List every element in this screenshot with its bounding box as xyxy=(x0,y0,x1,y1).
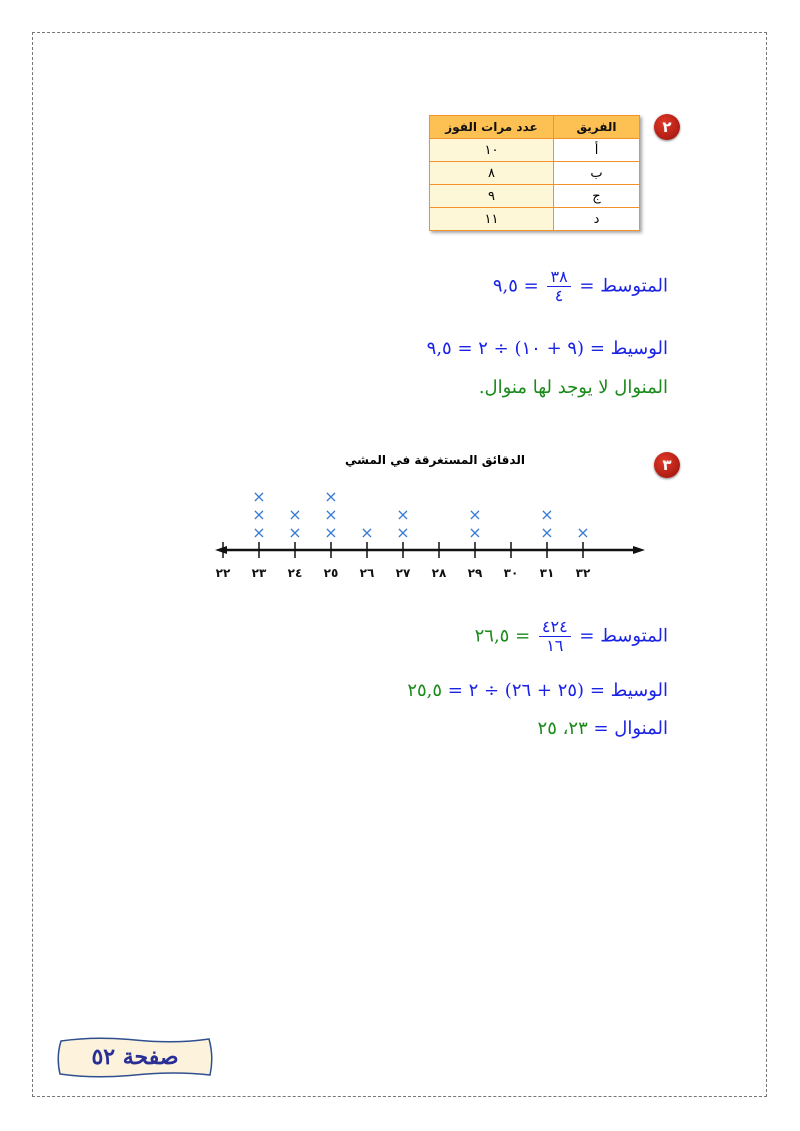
tick-label: ٣٠ xyxy=(503,566,519,580)
wins-table xyxy=(429,115,640,231)
mean-result: = ٩,٥ xyxy=(492,275,539,297)
mode-label: المنوال = xyxy=(593,718,668,739)
data-point-x-mark: × xyxy=(252,487,266,506)
tick-label: ٣٢ xyxy=(575,566,591,580)
q2-mean-equation xyxy=(493,268,668,305)
wins-cell: ٨ xyxy=(430,162,554,185)
data-point-x-mark: × xyxy=(288,523,302,542)
data-point-x-mark: × xyxy=(540,523,554,542)
data-point-x-mark: × xyxy=(396,523,410,542)
tick-label: ٢٥ xyxy=(323,566,339,580)
data-point-x-mark: × xyxy=(252,523,266,542)
q2-median-equation xyxy=(427,338,668,359)
header-wins: عدد مرات الفوز xyxy=(430,116,554,139)
data-point-x-mark: × xyxy=(576,523,590,542)
mean-denominator: ١٦ xyxy=(546,636,564,655)
tick-label: ٢٦ xyxy=(359,566,375,580)
team-cell: د xyxy=(554,208,640,231)
tick-label: ٣١ xyxy=(539,566,555,580)
mean-fraction xyxy=(539,618,571,655)
right-arrow-icon xyxy=(633,546,645,554)
mean-fraction xyxy=(547,268,570,305)
table-row xyxy=(430,139,640,162)
tick-label: ٢٨ xyxy=(431,566,447,580)
data-point-x-mark: × xyxy=(252,505,266,524)
wins-cell: ١٠ xyxy=(430,139,554,162)
table-header-row xyxy=(430,116,640,139)
team-cell: ب xyxy=(554,162,640,185)
q3-mode-equation xyxy=(538,718,668,739)
table-row xyxy=(430,185,640,208)
line-plot xyxy=(190,470,660,580)
median-result: ٢٥,٥ xyxy=(407,680,443,701)
data-point-x-mark: × xyxy=(324,505,338,524)
team-cell: أ xyxy=(554,139,640,162)
data-point-x-mark: × xyxy=(324,487,338,506)
median-label: الوسيط = xyxy=(589,680,668,701)
table-row xyxy=(430,208,640,231)
mean-denominator: ٤ xyxy=(554,286,564,305)
page-number: صفحة ٥٢ xyxy=(91,1044,179,1070)
tick-label: ٢٩ xyxy=(467,566,483,580)
tick-label: ٢٤ xyxy=(287,566,303,580)
data-point-x-mark: × xyxy=(396,505,410,524)
team-cell: ج xyxy=(554,185,640,208)
wins-cell: ٩ xyxy=(430,185,554,208)
table-row xyxy=(430,162,640,185)
median-expr: (٢٥ + ٢٦) ÷ ٢ = xyxy=(447,680,585,701)
data-point-x-mark: × xyxy=(468,523,482,542)
plot-marks xyxy=(215,487,645,580)
data-point-x-mark: × xyxy=(324,523,338,542)
question-2-badge: ٢ xyxy=(654,114,680,140)
q3-mean-equation xyxy=(475,618,668,655)
median-expr: (٩ + ١٠) ÷ ٢ = ٩,٥ xyxy=(426,338,585,359)
median-label: الوسيط = xyxy=(589,338,668,359)
mean-result: = ٢٦,٥ xyxy=(474,625,531,647)
tick-label: ٢٧ xyxy=(395,566,411,580)
left-arrow-icon xyxy=(215,546,227,554)
mean-numerator: ٣٨ xyxy=(547,268,570,287)
mean-numerator: ٤٢٤ xyxy=(539,618,571,637)
tick-label: ٢٢ xyxy=(215,566,231,580)
mode-result: ٢٣، ٢٥ xyxy=(537,718,588,739)
data-point-x-mark: × xyxy=(468,505,482,524)
data-point-x-mark: × xyxy=(540,505,554,524)
tick-label: ٢٣ xyxy=(251,566,267,580)
page-number-box xyxy=(55,1035,215,1079)
header-team: الفريق xyxy=(554,116,640,139)
chart-title: الدقائق المستغرقة في المشي xyxy=(345,453,525,467)
data-point-x-mark: × xyxy=(288,505,302,524)
data-point-x-mark: × xyxy=(360,523,374,542)
question-3-badge: ٣ xyxy=(654,452,680,478)
mean-label: المتوسط = xyxy=(579,625,668,647)
q2-mode-text: المنوال لا يوجد لها منوال. xyxy=(478,377,668,398)
mean-label: المتوسط = xyxy=(579,275,668,297)
wins-cell: ١١ xyxy=(430,208,554,231)
q3-median-equation xyxy=(407,680,668,701)
